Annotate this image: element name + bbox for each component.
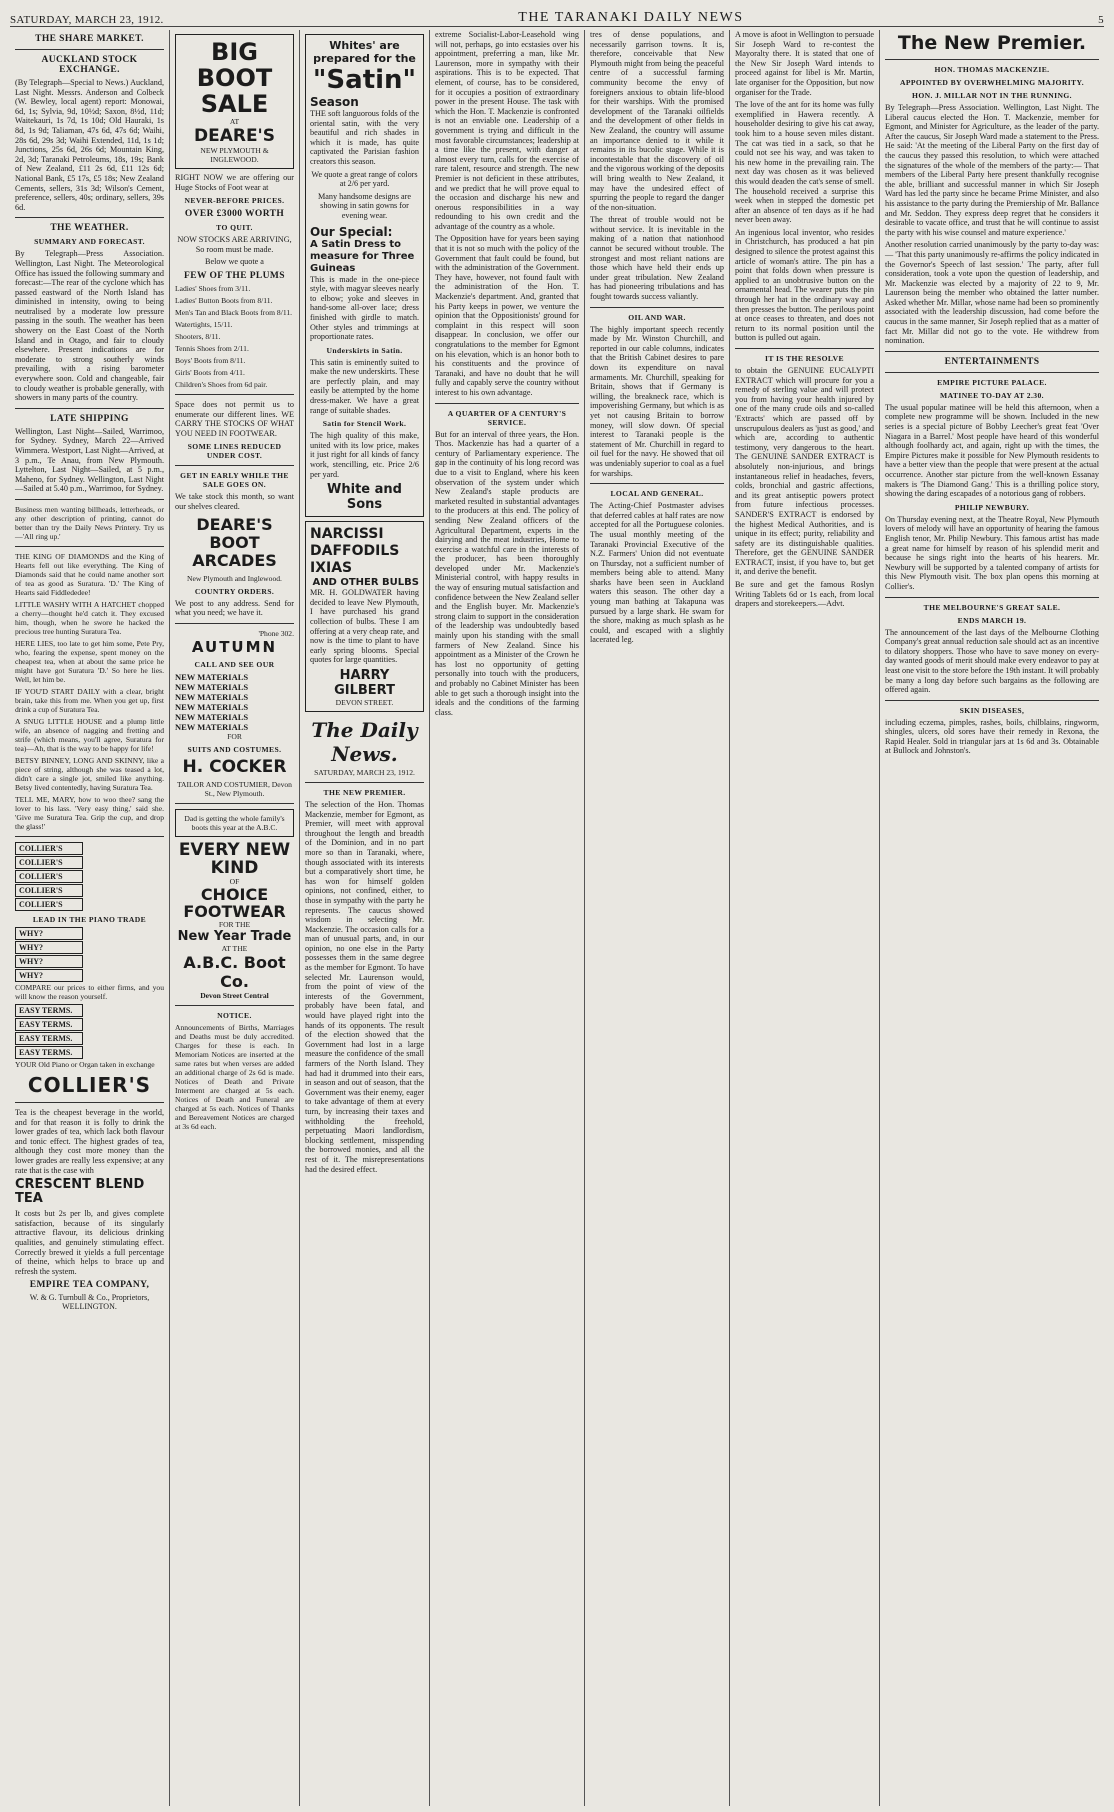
plum-item: Men's Tan and Black Boots from 8/11.	[175, 307, 293, 317]
boot-arcades-title: DEARE'S BOOT ARCADES	[192, 514, 277, 570]
shipping-text: Wellington, Last Night—Sailed, Warrimoo, for Sydney. Sydney, March 22—Arrived Wimmera. Westport, Last Night—Arrived, at 3 p.m., Te Anau, from New Plymouth. Lyttelton, Last Night—Sailed, at 5 p.m., Maheno, for Sydney. Wellington, Last Night—Sailed at 5.40 p.m., Warrimoo, for Sydney.	[15, 426, 164, 494]
appointed-heading: APPOINTED BY OVERWHELMING MAJORITY.	[899, 78, 1085, 87]
satin-dress-text: This is made in the one-piece style, with magyar sleeves nearly to elbow; yoke and sleeves in hand-some all-over lace; dress finished with girdle to match. Other styles and trimmings at proportionate rates.	[310, 274, 419, 342]
autumn-title: AUTUMN	[191, 637, 278, 656]
quarter-century-heading: A QUARTER OF A CENTURY'S SERVICE.	[447, 408, 567, 427]
news-item: The love of the ant for its home was fully exemplified in Hawera recently. A householder desiring to give his cat away, took him to a house seven miles distant. The cat was tied in a sack, so that he could not see his way, and was taken to his new home in the prevailing rain. The next day was chosen as it was believed this would deaden the cat's sense of smell. The household received a surprise this week when in stepped the domestic pet after an absence of ten days as if he had never been away.	[735, 100, 874, 225]
millar-heading: HON. J. MILLAR NOT IN THE RUNNING.	[912, 91, 1072, 100]
notice-text: Announcements of Births, Marriages and Deaths must be duly accredited. Charges for these is each. In Memoriam Notices are inserted at the same rates but when verses are added an additional charge of 2s 6d is made. Notices of Death and Private Interment are charged at 5s each. Notices of Death and Funeral are charged at 5s each. Notices of Thanks and Bereavement Notices are charged at 3s 6d each.	[175, 1022, 294, 1131]
collier-box: COLLIER'S	[15, 884, 83, 897]
stock-exchange-text: (By Telegraph—Special to News.) Auckland, Last Night. Messrs. Anderson and Colbeck (W. Bewley, local agent) report: Monowai, 6d, 1s; Sylvia, 9d, 10½d; Saxon, 8½d, 11d; Waitekauri, 1s 7d, 1s 10d; Old Hauraki, 1s 8d, 1s 9d; Taliaman, 47s 6d, 47s 6d; Waihi, 28s 6d, 29s 3d; Waihi Extended, 11d, 1s 1d; Junctions, 25s 6d, 26s 6d; Mountain King, 2d, 3d; Taranaki Petroleums, 18s, 19s; Bank of New Zealand, £11 2s 6d, £11 12s 6d; National Bank, £5 17s, £5 18s; New Zealand Cements, sellers, 31s 3d; Wilson's Cement, preference, sellers, 40s; ordinary, sellers, 39s 6d.	[15, 78, 164, 212]
collier-box: COLLIER'S	[15, 856, 83, 869]
column-2	[170, 30, 300, 1806]
plum-item: Tennis Shoes from 2/11.	[175, 343, 249, 353]
page-columns	[10, 30, 1104, 1806]
article-text-2: The threat of trouble would not be without service. It is inevitable in the making of a nation that nationhood cannot be secured without trouble. The strongest and most reliant nations are those which have held their ends up under great tribulation. New Zealand has had pioneering tribulations and has fought towards success valiantly.	[590, 215, 724, 302]
column-6	[730, 30, 880, 1806]
every-new-kind: EVERY NEW KIND	[178, 839, 291, 878]
never-before-prices: NEVER-BEFORE PRICES.	[184, 196, 285, 206]
editorial-continued-2: The Opposition have for years been saying that it is not so much with the policy of the Government that fault could be found, but with the administration of the Government. They have, however, not found fault with the administration of the Hon. T. Mackenzie's department. And, granted that his Party keeps in power, we venture the opinion that the Oppositionists' ground for complaint in this respect will soon disappear. In conclusion, we offer our congratulations to the member for Egmont on his elevation, which is an honor both to his constituents and the province of Taranaki, and have no doubt that he will fully and capably serve the country without interest to his own advantage.	[435, 234, 579, 397]
material-line: NEW MATERIALS	[175, 671, 249, 682]
small-ad: LITTLE WASHY WITH A HATCHET chopped a cherry—thought he'd catch it. They excused him, though, when he swore he hacked the precious tree hunting Suratura Tea.	[15, 599, 164, 636]
plum-item: Ladies' Button Boots from 8/11.	[175, 295, 273, 305]
entertainments-heading: ENTERTAINMENTS	[944, 356, 1040, 367]
over-3000: OVER £3000 WORTH	[184, 209, 285, 220]
post-note: We post to any address. Send for what you need; we have it.	[175, 598, 294, 618]
collier-header-boxes	[15, 842, 164, 911]
divider	[15, 836, 164, 837]
divider	[175, 623, 294, 624]
satin-title: "Satin"	[312, 65, 417, 95]
shipping-heading: LATE SHIPPING	[50, 413, 129, 424]
stencil-heading: Satin for Stencil Work.	[322, 419, 407, 429]
deares-name: DEARE'S	[193, 126, 276, 146]
bulbs-ad	[305, 521, 424, 712]
big-boot-sale-title: BIG BOOT SALE	[196, 38, 273, 118]
melbourne-sale-text: The announcement of the last days of the Melbourne Clothing Company's great annual reduction sale should act as an incentive to dilatory shoppers. Those who have to save money on every-day wanted goods of merit should make every endeavor to pay at least one visit to the store before the 19th instant. It will probably be many a long day before such bargains as the following are offered again.	[885, 627, 1099, 695]
collier-easy-boxes	[15, 1004, 164, 1059]
material-line: NEW MATERIALS	[175, 701, 249, 712]
small-ad: IF YOU'D START DAILY with a clear, bright brain, take this from me. When you get up, first drink a cup of Suratura Tea.	[15, 686, 164, 714]
divider	[15, 217, 164, 218]
call-and-see: CALL AND SEE OUR	[194, 659, 275, 669]
reduced-lines: SOME LINES REDUCED UNDER COST.	[187, 442, 282, 461]
below-quote: Below we quote a	[205, 257, 264, 267]
divider	[15, 499, 164, 500]
easy-terms-box: EASY TERMS.	[15, 1004, 83, 1017]
divider	[15, 49, 164, 50]
daffodils: DAFFODILS	[310, 543, 400, 560]
matinee-heading: MATINEE TO-DAY AT 2.30.	[940, 390, 1044, 400]
oil-and-war-text: The highly important speech recently made by Mr. Winston Churchill, and reported in our cable columns, indicates that the British Cabinet desires to pare down its expenditure on naval armaments. Mr. Churchill, speaking for Britain, shows that if Germany is willing, the breakneck race, which is impoverishing Germany, but which is as yet not causing Britain to borrow money, will slow down. Of special interest to Taranaki people is the statement of Mr. Churchill in regard to oil fuel for the navy. He showed that oil was undeniably superior to coal as a fuel for warships.	[590, 324, 724, 478]
small-ad: BETSY BINNEY, LONG AND SKINNY, like a piece of string, although she was teased a lot, didn't care a single jot, smiled like anything. Betsy lived contentedly, having Suratura Tea.	[15, 755, 164, 792]
satin-designs: Many handsome designs are showing in satin gowns for evening wear.	[318, 191, 411, 220]
column-1	[10, 30, 170, 1806]
weather-text: By Telegraph—Press Association. Wellington, Last Night. The Meteorological Office has issued the following summary and forecast:—The rear of the cyclone which has passed eastward of the North Island has diminished in intensity, owing to being neutralised by a moderate low pressure passing in the south. The weather has been showery on the East Coast of the North Island and in Otago, and fair to cloudy elsewhere. Present indications are for moderate to strong southerly winds prevailing, with a rising barometer everywhere soon. Cold and changeable, fair to cloudy weather is probable generally, with showers in many parts of the country.	[15, 249, 164, 403]
plum-item: Ladies' Shoes from 3/11.	[175, 283, 251, 293]
picture-palace-heading: EMPIRE PICTURE PALACE.	[937, 377, 1047, 387]
abc-location: Devon Street Central	[200, 990, 269, 1000]
whites-ad	[305, 34, 424, 517]
collier-exchange: YOUR Old Piano or Organ taken in exchange	[15, 1059, 155, 1069]
cocker-subtitle: TAILOR AND COSTUMIER, Devon St., New Plymouth.	[177, 779, 292, 798]
notice-heading: NOTICE.	[217, 1010, 252, 1020]
newbury-heading: PHILIP NEWBURY.	[954, 502, 1030, 512]
stock-exchange-heading: AUCKLAND STOCK EXCHANGE.	[41, 55, 138, 75]
melbourne-sale-heading: THE MELBOURNE'S GREAT SALE.	[923, 602, 1061, 612]
material-line: NEW MATERIALS	[175, 711, 249, 722]
newspaper-title: THE TARANAKI DAILY NEWS	[518, 10, 744, 25]
skin-diseases-text: including eczema, pimples, rashes, boils, chilblains, ringworm, shingles, ulcers, old sores have their remedy in Rexona, the Rapid Healer. Sold in triangular jars at 1s 6d and 3s. Obtainable at Bullock and Johnston's.	[885, 717, 1099, 756]
article-text: tres of dense populations, and necessarily garrison towns. It is, therefore, conceivable that New Plymouth might from being the peaceful centre of a successful farming community become the envy of foreigners anxious to obtain life-blood for their warships. With the promised development of the Taranaki oilfields and the development of other fields in New Zealand, the country will assume an importance denied to it while it remains in its bucolic stage. While it is incontestable that the discovery of oil and the vigorous working of the deposits will bring wealth to New Zealand, it may have the undesired effect of spurring the people to regard the danger of the non-situation.	[590, 30, 724, 212]
divider	[885, 597, 1099, 598]
divider	[15, 1102, 164, 1103]
crescent-blend-title: CRESCENT BLEND TEA	[15, 1177, 145, 1207]
space-note: Space does not permit us to enumerate our different lines. WE CARRY THE STOCKS OF WHAT YOU NEED IN FOOTWEAR.	[175, 399, 294, 438]
easy-terms-box: EASY TERMS.	[15, 1046, 83, 1059]
share-market-heading: THE SHARE MARKET.	[35, 34, 144, 44]
to-quit: TO QUIT.	[216, 223, 253, 233]
page-number: 5	[1098, 14, 1104, 26]
small-ad: TELL ME, MARY, how to woo thee? sang the lover to his lass. 'Very easy thing,' said she. 'Give me Suratura Tea. Grip the cup, and drop the glass!'	[15, 794, 164, 831]
easy-terms-box: EASY TERMS.	[15, 1018, 83, 1031]
empire-tea-proprietors: W. & G. Turnbull & Co., Proprietors, WELLINGTON.	[29, 1293, 150, 1312]
material-line: NEW MATERIALS	[175, 691, 249, 702]
phone-number: 'Phone 302.	[258, 628, 294, 638]
why-box: WHY?	[15, 927, 83, 940]
editorial-masthead: The Daily News.	[311, 717, 418, 766]
weather-subheading: SUMMARY AND FORECAST.	[34, 237, 145, 247]
divider	[305, 782, 424, 783]
for-label: FOR	[227, 731, 242, 741]
divider	[15, 408, 164, 409]
deares-location: NEW PLYMOUTH & INGLEWOOD.	[200, 146, 269, 164]
country-orders: COUNTRY ORDERS.	[194, 586, 275, 596]
new-year-trade: New Year Trade	[177, 928, 292, 944]
roslyn-ad: Be sure and get the famous Roslyn Writing Tablets 6d or 1s each, from local drapers and storekeepers.—Advt.	[735, 580, 874, 609]
choice-footwear: CHOICE FOOTWEAR	[183, 884, 286, 921]
empire-tea-company: EMPIRE TEA COMPANY,	[29, 1280, 150, 1291]
white-and-sons: White and Sons	[327, 482, 402, 513]
collier-box: COLLIER'S	[15, 870, 83, 883]
season-label: Season	[310, 95, 359, 109]
satin-text: THE soft languorous folds of the oriental satin, with the very beautiful and rich shades in which it is made, has quite captivated the Parisian fashion creators this season.	[310, 109, 419, 166]
divider	[885, 351, 1099, 352]
small-ad: A SNUG LITTLE HOUSE and a plump little wife, an absence of nagging and fretting and strife (which means, you'll agree, Suratura for tea)—Ah, that is the way to be happy for life!	[15, 716, 164, 753]
divider	[590, 483, 724, 484]
divider	[175, 465, 294, 466]
premier-report-2: Another resolution carried unanimously by the party to-day was:— 'That this party unanimously re-affirms the policy indicated in the Governor's Speech of last session.' The party, after full consideration, took a vote upon the question of leadership, and Mr. Mackenzie was elected by a majority of 22 to 9, Mr. Laurenson being the member who obtained the latter number. Asked whether Mr. Millar, whose name had been so prominently associated with the leadership discussion, had come before the caucus in the same manner, Sir Joseph replied that as a matter of fact Mr. Millar did not go to the vote. He withdrew from nomination.	[885, 240, 1099, 346]
local-general-heading: LOCAL AND GENERAL.	[610, 489, 704, 499]
new-stocks: NOW STOCKS ARE ARRIVING, So room must be made.	[177, 235, 292, 254]
deares-intro: RIGHT NOW we are offering our Huge Stocks of Foot wear at	[175, 173, 294, 192]
news-item: A move is afoot in Wellington to persuade Sir Joseph Ward to re-contest the Mayoralty there. It is stated that one of the New Sir Joseph Ward intends to proceed against for libel is Mr. Martin, late organiser for the Opposition, but now organiser for the Trade.	[735, 30, 874, 97]
editorial-date: SATURDAY, MARCH 23, 1912.	[314, 767, 415, 777]
divider	[735, 348, 874, 349]
resolve-text: to obtain the GENUINE EUCALYPTI EXTRACT which will procure for you a remedy of sterling value and will protect you from having your health injured by one of the many crude oils and so-called 'Extracts' which are passed off by unscrupulous dealers as 'just as good,' and which are, according to authentic testimony, very dangerous to the heart. The GENUINE SANDER EXTRACT is absolutely non-injurious, and brings instantaneous relief in headaches, fevers, colds, bronchial and gastric affections, and its great antiseptic powers protect from future infectious processes. SANDER'S EXTRACT is endorsed by the highest Medical Authorities, and is unique in its effect; purity, reliability and safety are its distinguishable qualities. Therefore, get the GENUINE SANDER EXTRACT, insist, if you have to, but get it, and derive the benefit.	[735, 366, 874, 577]
boot-arcades-location: New Plymouth and Inglewood.	[187, 573, 282, 583]
collier-name: COLLIER'S	[27, 1072, 152, 1097]
material-line: NEW MATERIALS	[175, 681, 249, 692]
divider	[175, 803, 294, 804]
satin-quote: We quote a great range of colors at 2/6 per yard.	[311, 169, 418, 189]
whites-prepared: Whites' are prepared for the	[313, 39, 416, 65]
small-ad: Business men wanting billheads, letterheads, or any other description of printing, cannot do better than try the Daily News Printery. Try us—'All ring up.'	[15, 504, 164, 541]
abc-dad-box: Dad is getting the whole family's boots this year at the A.B.C.	[175, 809, 294, 837]
plum-item: Children's Shoes from 6d pair.	[175, 379, 268, 389]
resolve-heading: IT IS THE RESOLVE	[764, 354, 845, 363]
premier-report: By Telegraph—Press Association. Wellington, Last Night. The Liberal caucus elected the Hon. T. Mackenzie, member for Egmont, and Minister for Agriculture, as the leader of the party. After the caucus, Sir Joseph Ward made a statement to the Press. He said: 'At the meeting of the Liberal Party on the first day of the caucus they passed this resolution, to which were attached the signatures of the whole of the members of the party:— That members of the Liberal Party here present thankfully recognise the able, brilliant and successful manner in which Sir Joseph Ward has led the party since he became Prime Minister, and also his assistance to the party during the Premiership of Mr. Ballance and Mr. Seddon. They express deep regret that he considers it desirable to vacate office, and trust that he will continue to assist the party with his wise counsel and mature experience.'	[885, 103, 1099, 237]
other-bulbs: AND OTHER BULBS	[312, 577, 419, 589]
news-item: An ingenious local inventor, who resides in Christchurch, has produced a hat pin designed to silence the protest against this article of woman's attire. The pin has a point that folds down when pressure is applied to an unobtrusive button on the ornamental head. The wearer puts the pin through her hat in the ordinary way and then presses the button. The perilous point at once ceases to threaten, and does not return to its normal position until the button is pulled out again.	[735, 227, 874, 343]
new-premier-title: The New Premier.	[897, 32, 1087, 54]
divider	[885, 700, 1099, 701]
plum-item: Watertights, 15/11.	[175, 319, 233, 329]
editorial-heading: THE NEW PREMIER.	[323, 787, 406, 797]
tea-ad-text: Tea is the cheapest beverage in the world, and for that reason it is folly to drink the lower grades of tea, which lack both flavour and tonic effect. The highest grades of tea, although they cost more money than the lower grades are really less expensive; at any rate that is the case with	[15, 1107, 164, 1175]
narcissi: NARCISSI	[310, 526, 384, 543]
plum-item: Shooters, 8/11.	[175, 331, 221, 341]
divider	[885, 59, 1099, 60]
of-label: OF	[229, 876, 240, 886]
skin-diseases-heading: SKIN DISEASES,	[959, 705, 1025, 715]
column-7	[880, 30, 1104, 1806]
column-4	[430, 30, 585, 1806]
crescent-text: It costs but 2s per lb, and gives complete satisfaction, because of its singularly attractive flavour, its delicious drinking qualities, and genuinely stimulating effect. Correctly brewed it yields a full percentage of theine, which helps to brace up and refresh the system.	[15, 1209, 164, 1276]
why-box: WHY?	[15, 941, 83, 954]
stencil-text: The high quality of this make, united with its low price, makes it just right for all kinds of fancy work, stencilling, etc. Price 2/6 per yard.	[310, 431, 419, 479]
abc-boot-co: A.B.C. Boot Co.	[183, 952, 286, 991]
easy-terms-box: EASY TERMS.	[15, 1032, 83, 1045]
at-the-label: AT THE	[221, 943, 248, 953]
suits-and-costumes: SUITS AND COSTUMES.	[187, 744, 282, 754]
collier-why-boxes	[15, 927, 164, 982]
underskirts-heading: Underskirts in Satin.	[326, 345, 403, 355]
ixias: IXIAS	[310, 560, 353, 577]
devon-street: DEVON STREET.	[335, 697, 394, 707]
take-stock: We take stock this month, so want our shelves cleared.	[175, 492, 294, 511]
quarter-century-text: But for an interval of three years, the Hon. Thos. Mackenzie has had a quarter of a century of Parliamentary experience. The gap in the continuity of his long record was due to a visit to England, where his keen observation of the system under which New Zealand's staple products are marketed resulted in substantial advantages to the producers at this end. The policy of sending New Zealand officers of the Agricultural Department, experts in the dairying and the meat industries, Home to exercise a watchful care in the interests of the producer, has been thoroughly developed under Mr. Mackenzie's Ministerial control, with happy results in the way of ensuring mutual satisfaction and confidence between the New Zealand seller and the English buyer. Mr. Mackenzie's strong claim to support in the consideration of the leadership was undoubtedly based mainly upon his standing with the small farmers of New Zealand. Since his appointment as a Minister of the Crown he has lost no opportunity of getting personally into touch with the producers, and probably no Cabinet Minister has been able to get such a thorough insight into the ideals and the conditions of the farming class.	[435, 429, 579, 717]
for-the-label: FOR THE	[218, 919, 251, 929]
editorial-continued: extreme Socialist-Labor-Leasehold wing will not, perhaps, go into ecstasies over his appointment, preferring a man, like Mr. Laurenson, more in sympathy with their aspirations. This is to be expected. That element, of course, has to be considered, for it occupies a position of extraordinary power in the present House. The task with which the Hon. T. Mackenzie is confronted is not an enviable one. Leadership of a government is trying and difficult in the most favorable circumstances; leadership at a time like the present, with danger at almost every turn, calls for the exercise of rare talent, resource and strength. The new Premier is not deficient in these attributes, and we predict that he will prove equal to the occasion and discharge his new and onerous responsibilities in a way redounding to his own credit and the advantage of the country as a whole.	[435, 30, 579, 231]
divider	[885, 372, 1099, 373]
small-ad: HERE LIES, too late to get him some, Pete Pry, who, fearing the expense, spent money on the cheapest tea, when at about the same price he might have got Suratura 'D.' So here he lies. Well, let him be.	[15, 638, 164, 684]
column-5	[585, 30, 730, 1806]
get-in-early: GET IN EARLY WHILE THE SALE GOES ON.	[180, 471, 289, 490]
material-line: NEW MATERIALS	[175, 721, 249, 732]
our-special: Our Special:	[310, 224, 393, 239]
newbury-text: On Thursday evening next, at the Theatre Royal, New Plymouth lovers of melody will have an opportunity of hearing the famous English tenor, Mr. Philip Newbury. This famous artist has made a great name for himself by reason of his splendid merit and because he sings right into the hearts of his hearers. Mr. Newbury will be supported by a talented company of artists for this New Plymouth visit. The box plan opens this morning at Collier's.	[885, 514, 1099, 591]
divider	[435, 403, 579, 404]
weather-heading: THE WEATHER.	[50, 223, 129, 234]
few-of-the-plums: FEW OF THE PLUMS	[184, 270, 285, 281]
bulbs-text: MR. H. GOLDWATER having decided to leave New Plymouth, I have purchased his grand collection of bulbs. These I am offering at a very cheap rate, and now is the time to plant to have early spring blooms. Special quotes for large quantities.	[310, 588, 419, 665]
picture-palace-text: The usual popular matinee will be held this afternoon, when a complete new programme will be shown. Included in the new series is a special picture of Bobby Leecher's great feat 'Over Niagara in a Barrel.' Most people have heard of this wonderful although foolhardy act, and again, right up with the times, the Empire Pictures make it possible for New Plymouth residents to have a better view than the people that were present at the actual occurrence. Another star picture from the well-known Essanay makers is 'The Diamond Gang.' This is a thrilling police story, showing the daring escapades of a notorious gang of robbers.	[885, 402, 1099, 499]
plum-item: Girls' Boots from 4/11.	[175, 367, 245, 377]
divider	[590, 307, 724, 308]
column-3	[300, 30, 430, 1806]
collier-box: COLLIER'S	[15, 842, 83, 855]
melbourne-sale-ends: ENDS MARCH 19.	[957, 615, 1027, 625]
satin-dress-offer: A Satin Dress to measure for Three Guineas	[310, 238, 415, 274]
masthead	[10, 8, 1104, 27]
collier-lead-heading: LEAD IN THE PIANO TRADE	[32, 914, 147, 924]
mackenzie-heading: HON. THOMAS MACKENZIE.	[934, 65, 1050, 74]
plum-item: Boys' Boots from 8/11.	[175, 355, 246, 365]
small-ad: THE KING OF DIAMONDS and the King of Hearts fell out like everything. The King of Diamonds said that he could name another sort of tea as good as Suratura. 'D.' The King of Hearts said Fiddlededee!	[15, 551, 164, 597]
harry-gilbert: HARRY GILBERT	[334, 667, 395, 698]
divider	[175, 1005, 294, 1006]
divider	[175, 394, 294, 395]
deares-ad	[175, 34, 294, 169]
at-label: AT	[229, 117, 240, 126]
cocker-name: H. COCKER	[182, 756, 287, 777]
why-box: WHY?	[15, 969, 83, 982]
collier-compare: COMPARE our prices to either firms, and you will know the reason yourself.	[15, 982, 164, 1001]
collier-box: COLLIER'S	[15, 898, 83, 911]
local-general-text: The Acting-Chief Postmaster advises that deferred cables at half rates are now accepted for all the Portuguese colonies. The usual monthly meeting of the Taranaki Provincial Executive of the N.Z. Farmers' Union did not eventuate on Thursday, not a sufficient number of members being able to attend. Many sharks have been seen in Auckland waters this season. The other day a young man bathing at Takapuna was pursued by a large shark. He swam for the shore, making as much splash as he could, and escaped with a slightly lacerated leg.	[590, 501, 724, 645]
issue-date: SATURDAY, MARCH 23, 1912.	[10, 14, 164, 26]
oil-and-war-heading: OIL AND WAR.	[628, 312, 686, 322]
underskirts-text: This satin is eminently suited to make the new underskirts. These are perfectly plain, and may easily be attempted by the home dress-maker. We have a great range of suitable shades.	[310, 357, 419, 415]
editorial-text: The selection of the Hon. Thomas Mackenzie, member for Egmont, as Premier, will meet with approval throughout the length and breadth of the Dominion, and in no part more so than in Taranaki, where, though associated with its interests but a comparatively short time, he has won for himself golden opinions, not confined, either, to those in sympathy with the party he represents. The caucus showed wisdom in selecting Mr. Mackenzie. The occasion calls for a man of unusual parts, and, in our opinion, no one else in the Party possesses them in the same degree as the member for Egmont. To have selected Mr. Laurenson would, from the point of view of the interests of the Government, probably have been fatal, and would have played right into the hands of its opponents. The result of the election showed that the Government had lost in a large measure the confidence of the small farmers of the North Island. They had had it drummed into their ears, in season and out of season, that the Government was their enemy, eager to take advantage of them at every turn, by increasing their taxes and withholding the freehold, perpetuating Maori landlordism, blocking settlement, misspending the borrowed monies, and all the rest of it. The misrepresentations had the desired effect.	[305, 799, 424, 1174]
divider	[15, 546, 164, 547]
why-box: WHY?	[15, 955, 83, 968]
